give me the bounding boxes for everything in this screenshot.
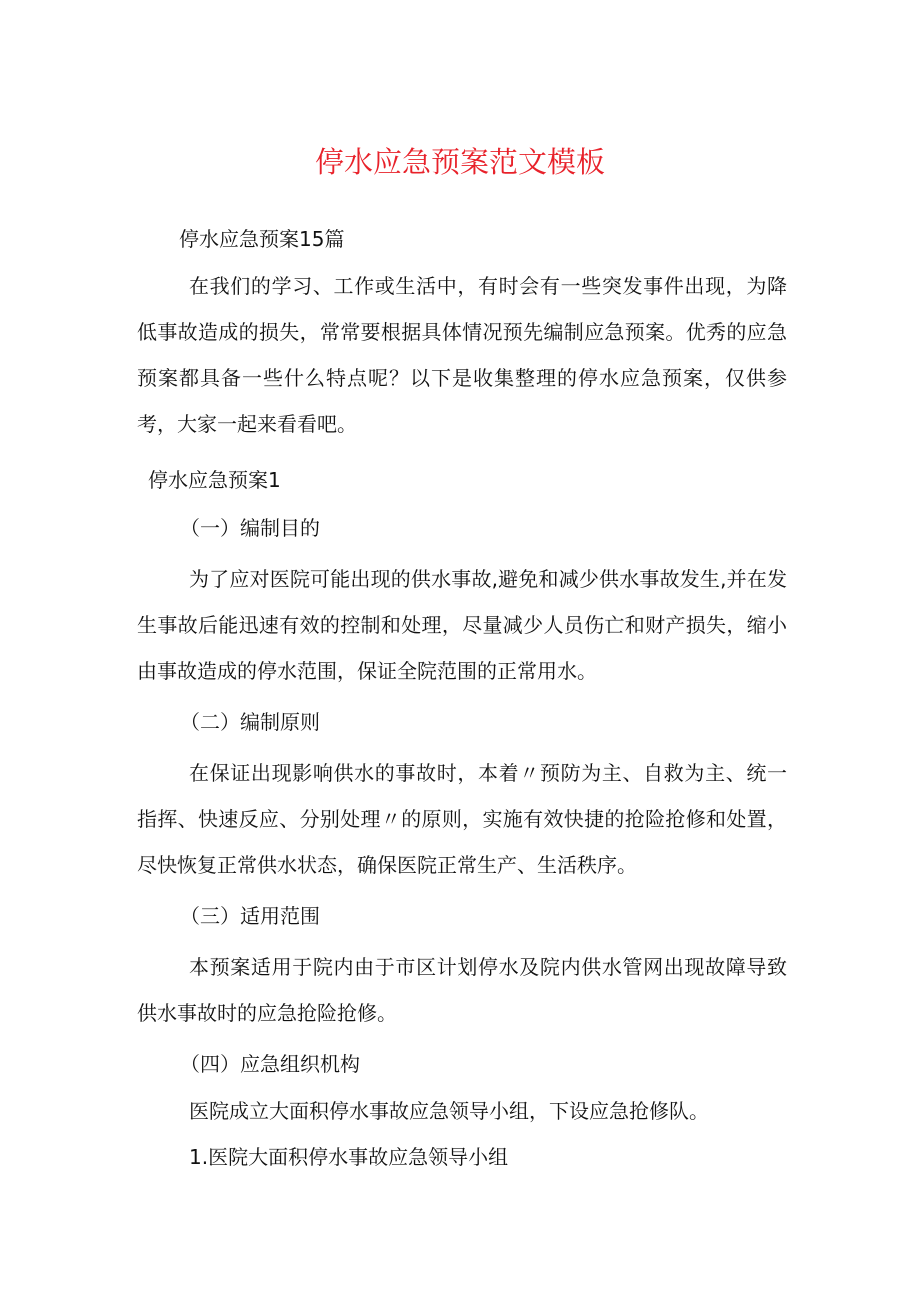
subsection-heading-scope: （三）适用范围 [180, 904, 320, 928]
subsection-heading-principle: （二）编制原则 [180, 710, 320, 734]
section-heading-1: 停水应急预案1 [148, 468, 281, 492]
document-title: 停水应急预案范文模板 [314, 145, 605, 179]
subsection-heading-purpose: （一）编制目的 [180, 516, 320, 540]
scope-paragraph: 本预案适用于院内由于市区计划停水及院内供水管网出现故障导致供水事故时的应急抢险抢修。 [137, 955, 787, 1025]
intro-paragraph: 在我们的学习、工作或生活中，有时会有一些突发事件出现，为降低事故造成的损失，常常要根据具体情况预先编制应急预案。优秀的应急预案都具备一些什么特点呢？以下是收集整理的停水应急预案，仅供参考，大家一起来看看吧。 [137, 274, 787, 436]
purpose-paragraph: 为了应对医院可能出现的供水事故,避免和减少供水事故发生,并在发生事故后能迅速有效的控制和处理，尽量减少人员伤亡和财产损失，缩小由事故造成的停水范围，保证全院范围的正常用水。 [137, 567, 787, 683]
subtitle: 停水应急预案15篇 [179, 227, 345, 251]
organization-paragraph: 医院成立大面积停水事故应急领导小组，下设应急抢修队。 [189, 1099, 709, 1123]
item-heading-1: 1.医院大面积停水事故应急领导小组 [189, 1145, 509, 1169]
principle-paragraph: 在保证出现影响供水的事故时，本着〃预防为主、自救为主、统一指挥、快速反应、分别处理〃的原则，实施有效快捷的抢险抢修和处置，尽快恢复正常供水状态，确保医院正常生产、生活秩序。 [137, 761, 787, 877]
subsection-heading-organization: （四）应急组织机构 [180, 1052, 360, 1076]
